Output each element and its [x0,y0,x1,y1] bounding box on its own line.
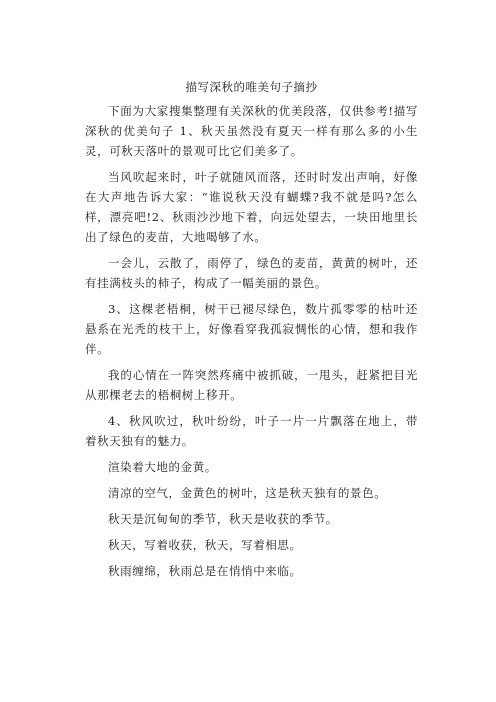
paragraph-old-tree: 3、这棵老梧桐，树干已褪尽绿色，数片孤零零的枯叶还悬系在光秃的枝干上，好像看穿我孤寂惆怅的心情，想和我作伴。 [85,302,418,356]
paragraph-autumn-wind: 4、秋风吹过，秋叶纷纷，叶子一片一片飘落在地上，带着秋天独有的魅力。 [85,414,418,448]
paragraph-heart: 我的心情在一阵突然疼痛中被抓破，一甩头，赶紧把目光从那棵老去的梧桐树上移开。 [85,368,418,402]
paragraph-harvest: 秋天是沉甸甸的季节，秋天是收获的季节。 [108,512,338,526]
paragraph-golden: 渲染着大地的金黄。 [108,460,217,474]
paragraph-cool-air: 清凉的空气，金黄色的树叶，这是秋天独有的景色。 [108,486,387,500]
paragraph-clouds: 一会儿，云散了，雨停了，绿色的麦苗，黄黄的树叶，还有挂满枝头的柿子，构成了一幅美丽的景色。 [85,256,418,290]
paragraph-autumn-rain: 秋雨缠绵，秋雨总是在悄悄中来临。 [108,564,302,578]
paragraph-wind-leaves: 当风吹起来时，叶子就随风而落，还时时发出声响，好像在大声地告诉大家：“谁说秋天没有蝴蝶?我不就是吗?怎么样，漂亮吧!2、秋雨沙沙地下着，向远处望去，一块田地里长出了绿色的麦苗，大地喝够了水。 [85,170,418,244]
document-title: 描写深秋的唯美句子摘抄 [185,80,318,94]
paragraph-intro: 下面为大家搜集整理有关深秋的优美段落，仅供参考!描写深秋的优美句子 1、秋天虽然没有夏天一样有那么多的小生灵，可秋天落叶的景观可比它们美多了。 [85,104,418,158]
paragraph-longing: 秋天，写着收获，秋天，写着相思。 [108,538,302,552]
